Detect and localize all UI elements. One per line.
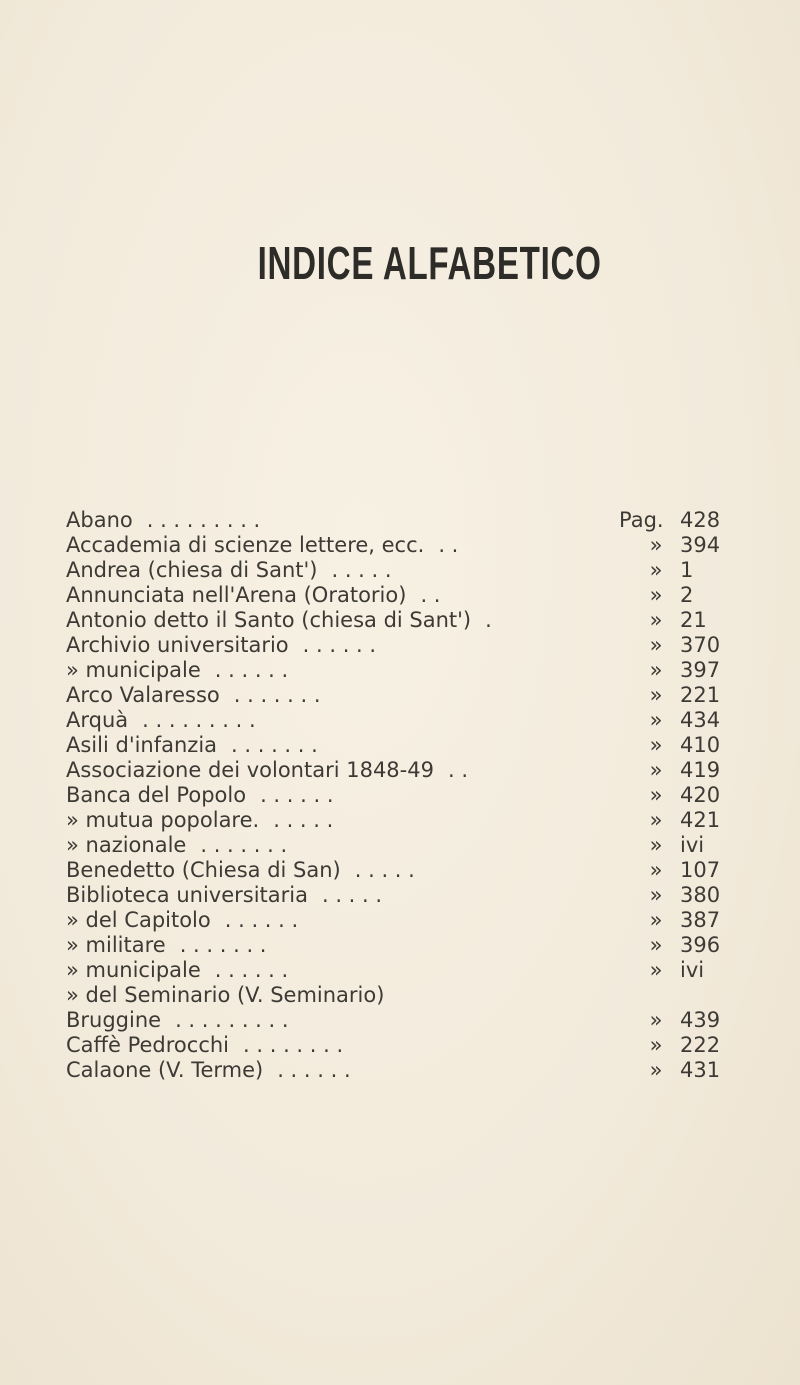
index-entry — [66, 633, 766, 658]
ditto-marker: » — [649, 608, 663, 632]
leader-dots: . . . . . . — [260, 783, 334, 807]
index-entry — [66, 558, 766, 583]
page-number: 419 — [680, 758, 721, 782]
entry-term — [66, 683, 321, 708]
ditto-marker: » — [649, 958, 663, 982]
leader-dots: . . — [420, 583, 441, 607]
ditto-marker: » — [649, 583, 663, 607]
index-entry — [66, 983, 766, 1008]
leader-dots: . . . . . — [331, 558, 392, 582]
page-number: 222 — [680, 1033, 721, 1057]
page-number: 439 — [680, 1008, 721, 1032]
index-entry — [66, 933, 766, 958]
entry-term — [66, 508, 260, 533]
entry-term-text: Asili d'infanzia — [66, 733, 218, 757]
index-entry — [66, 583, 766, 608]
page-number: 397 — [680, 658, 721, 682]
page-number: ivi — [680, 958, 705, 982]
entry-term — [66, 633, 376, 658]
leader-dots: . . . . . . . . . — [175, 1008, 289, 1032]
index-title: INDICE ALFABETICO — [257, 237, 602, 289]
entry-term — [66, 908, 298, 933]
entry-term-text: Accademia di scienze lettere, ecc. — [66, 533, 425, 557]
page-number: 396 — [680, 933, 721, 957]
page-number: 107 — [680, 858, 721, 882]
entry-term — [66, 833, 287, 858]
alphabetical-index — [66, 508, 766, 1083]
page-number: 21 — [680, 608, 707, 632]
page-number: 1 — [680, 558, 694, 582]
entry-term — [66, 1058, 351, 1083]
index-entry — [66, 658, 766, 683]
entry-term-text: » mutua popolare. — [66, 808, 260, 832]
index-entry — [66, 958, 766, 983]
page-number: 394 — [680, 533, 721, 557]
index-entry — [66, 883, 766, 908]
leader-dots: . . . . . . — [224, 908, 299, 932]
index-entry — [66, 808, 766, 833]
entry-term — [66, 558, 392, 583]
leader-dots: . . . . . . — [277, 1058, 351, 1082]
page-number: 428 — [680, 508, 721, 532]
index-entry — [66, 1008, 766, 1033]
ditto-marker: » — [649, 933, 663, 957]
page-number: 387 — [680, 908, 721, 932]
entry-term-text: Antonio detto il Santo (chiesa di Sant') — [66, 608, 472, 632]
entry-term-text: Andrea (chiesa di Sant') — [66, 558, 318, 582]
entry-term — [66, 958, 288, 983]
entry-term — [66, 533, 458, 558]
page-label: Pag. — [619, 508, 664, 532]
ditto-marker: » — [649, 683, 663, 707]
ditto-marker: » — [649, 858, 663, 882]
entry-term-text: Arco Valaresso — [66, 683, 220, 707]
page-number: 431 — [680, 1058, 721, 1082]
entry-term-text: Biblioteca universitaria — [66, 883, 308, 907]
leader-dots: . . . . . . . — [231, 733, 318, 757]
leader-dots: . . — [438, 533, 459, 557]
entry-term-text: » nazionale — [66, 833, 187, 857]
entry-term-text: Caffè Pedrocchi — [66, 1033, 230, 1057]
leader-dots: . . . . . . . . . — [142, 708, 256, 732]
entry-term — [66, 733, 318, 758]
leader-dots: . . . . . . . — [200, 833, 288, 857]
entry-term-text: Archivio universitario — [66, 633, 289, 657]
entry-term — [66, 933, 266, 958]
entry-term-text: » del Seminario (V. Seminario) — [66, 983, 385, 1007]
index-entry — [66, 758, 766, 783]
entry-term — [66, 783, 334, 808]
entry-term — [66, 1033, 343, 1058]
leader-dots: . . . . . . — [214, 958, 289, 982]
ditto-marker: » — [649, 908, 663, 932]
entry-term — [66, 583, 440, 608]
ditto-marker: » — [649, 808, 663, 832]
ditto-marker: » — [649, 558, 663, 582]
leader-dots: . . . . . . — [302, 633, 377, 657]
entry-term-text: Banca del Popolo — [66, 783, 247, 807]
leader-dots: . . . . . . . . . — [146, 508, 261, 532]
entry-term — [66, 1008, 289, 1033]
ditto-marker: » — [649, 1058, 663, 1082]
ditto-marker: » — [649, 1033, 663, 1057]
leader-dots: . . . . . . . . — [243, 1033, 344, 1057]
entry-term-text: » del Capitolo — [66, 908, 211, 932]
ditto-marker: » — [649, 708, 663, 732]
entry-term — [66, 983, 384, 1008]
ditto-marker: » — [649, 733, 663, 757]
page-number: 434 — [680, 708, 721, 732]
leader-dots: . . . . . . — [214, 658, 289, 682]
index-entry — [66, 908, 766, 933]
leader-dots: . . . . . — [354, 858, 415, 882]
index-entry — [66, 508, 766, 533]
index-entry — [66, 1033, 766, 1058]
index-entry — [66, 533, 766, 558]
ditto-marker: » — [649, 758, 663, 782]
page-number: 420 — [680, 783, 721, 807]
index-entry — [66, 783, 766, 808]
entry-term — [66, 858, 415, 883]
entry-term — [66, 708, 256, 733]
entry-term — [66, 608, 492, 633]
page-number: 370 — [680, 633, 721, 657]
leader-dots: . . . . . — [321, 883, 383, 907]
entry-term-text: Arquà — [66, 708, 129, 732]
entry-term — [66, 808, 333, 833]
ditto-marker: » — [649, 883, 663, 907]
ditto-marker: » — [649, 783, 663, 807]
page-number: ivi — [680, 833, 705, 857]
index-entry — [66, 858, 766, 883]
leader-dots: . — [485, 608, 492, 632]
entry-term-text: » militare — [66, 933, 166, 957]
index-entry — [66, 708, 766, 733]
entry-term-text: Abano — [66, 508, 133, 532]
entry-term — [66, 883, 382, 908]
entry-term-text: Annunciata nell'Arena (Oratorio) — [66, 583, 407, 607]
entry-term-text: Bruggine — [66, 1008, 162, 1032]
ditto-marker: » — [649, 533, 663, 557]
index-entry — [66, 683, 766, 708]
entry-term-text: Calaone (V. Terme) — [66, 1058, 264, 1082]
ditto-marker: » — [649, 633, 663, 657]
entry-term-text: Benedetto (Chiesa di San) — [66, 858, 341, 882]
page-number: 410 — [680, 733, 721, 757]
page-number: 2 — [680, 583, 694, 607]
index-entry — [66, 1058, 766, 1083]
ditto-marker: » — [649, 658, 663, 682]
index-entry — [66, 833, 766, 858]
entry-term — [66, 658, 288, 683]
ditto-marker: » — [649, 1008, 663, 1032]
leader-dots: . . . . . . . — [179, 933, 267, 957]
entry-term-text: » municipale — [66, 958, 201, 982]
leader-dots: . . — [447, 758, 469, 782]
page-number: 380 — [680, 883, 721, 907]
entry-term-text: » municipale — [66, 658, 201, 682]
entry-term-text: Associazione dei volontari 1848-49 — [66, 758, 434, 782]
page-number: 221 — [680, 683, 721, 707]
index-entry — [66, 733, 766, 758]
ditto-marker: » — [649, 833, 663, 857]
entry-term — [66, 758, 468, 783]
index-entry — [66, 608, 766, 633]
leader-dots: . . . . . . . — [233, 683, 321, 707]
leader-dots: . . . . . — [273, 808, 334, 832]
page-number: 421 — [680, 808, 721, 832]
